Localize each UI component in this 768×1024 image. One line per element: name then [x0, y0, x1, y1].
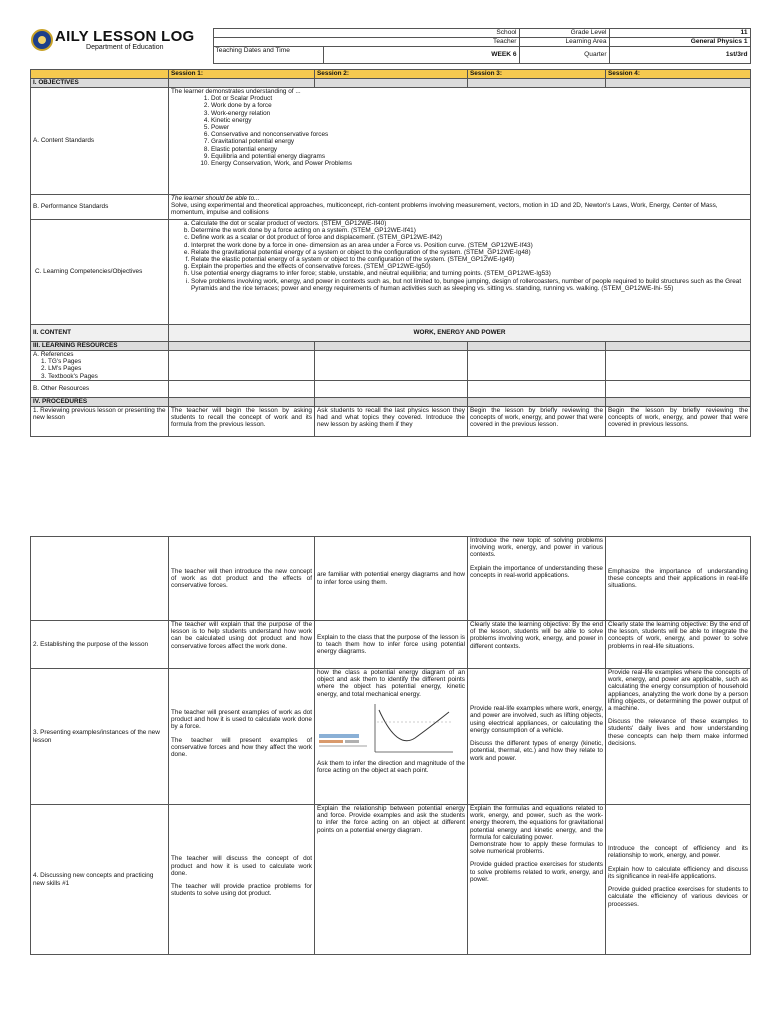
- procedure-1-continued-label: [31, 537, 169, 621]
- p3-s3-a: Provide real-life examples where work, energy, and power are involved, such as lifting objects, using electrical appliances, or calculating the energy consumption of a vehicle.: [470, 705, 603, 734]
- procedure-4-session-2: Explain the relationship between potential energy and force. Provide examples and ask the students to infer the force acting on an object at different points on a potential energy diagram.: [315, 805, 468, 955]
- procedure-2-label: 2. Establishing the purpose of the lesson: [31, 621, 169, 669]
- dates-label: Teaching Dates and Time: [213, 47, 323, 64]
- week-value: WEEK 6: [323, 47, 519, 64]
- procedure-3-session-2: [315, 669, 468, 805]
- procedure-4-label: 4. Discussing new concepts and practicing new skills #1: [31, 805, 169, 955]
- content-standard-item: 8. Elastic potential energy: [211, 146, 748, 153]
- grade-value: 11: [609, 29, 750, 38]
- teacher-label: Teacher: [213, 38, 519, 47]
- document-title: AILY LESSON LOG: [55, 28, 195, 45]
- p4-s4-c: Provide guided practice exercises for students to calculate the efficiency of various devices or processes.: [608, 886, 748, 908]
- p3-s3-b: Discuss the different types of energy (kinetic, potential, thermal, etc.) and how they relate to work and power.: [470, 740, 603, 762]
- page-two: [0, 536, 768, 976]
- content-standards-list: [171, 95, 748, 167]
- procedure-4-session-4: [606, 805, 751, 955]
- content-value: WORK, ENERGY AND POWER: [169, 325, 751, 342]
- procedures-heading: IV. PROCEDURES: [31, 397, 169, 406]
- area-value: General Physics 1: [609, 38, 750, 47]
- tg-pages-label: 1. TG's Pages: [41, 358, 82, 366]
- performance-intro: The learner should be able to...: [171, 195, 260, 202]
- procedure-2-session-4: Clearly state the learning objective: By the end of the lesson, students will be able to integrate the concepts of work, energy, and power to solve problems in real-life situations.: [606, 621, 751, 669]
- procedure-1-cont-session-4: Emphasize the importance of understanding these concepts and their applications in real-life situations.: [606, 537, 751, 621]
- procedure-3-session-1: [169, 669, 315, 805]
- quarter-value: [609, 47, 750, 64]
- lesson-table-page2: [30, 536, 751, 955]
- area-label: Learning Area: [519, 38, 609, 47]
- content-standard-item: 7. Gravitational potential energy: [211, 138, 748, 145]
- competency-item: g. Explain the properties and the effects of conservative forces. (STEM_GP12WE-Ig50): [191, 263, 748, 270]
- p4-s3-c: Provide guided practice exercises for students to solve problems related to work, energy, and power.: [470, 861, 603, 883]
- content-standard-item: 5. Power: [211, 124, 748, 131]
- resources-heading: III. LEARNING RESOURCES: [31, 342, 169, 351]
- p4-s4-a: Introduce the concept of efficiency and its relationship to work, energy, and power.: [608, 845, 748, 860]
- p3-s1-a: The teacher will present examples of work as dot product and how it is used to calculate work done by a force.: [171, 708, 312, 731]
- p4-s3-b: Demonstrate how to apply these formulas to solve numerical problems.: [470, 841, 603, 856]
- p3-s1-b: The teacher will present examples of conservative forces and how they affect the work done.: [171, 736, 312, 758]
- procedure-1-session-4: Begin the lesson by briefly reviewing the concepts of work, energy, and power that were covered in previous lessons.: [606, 406, 751, 436]
- procedure-1-session-1: The teacher will begin the lesson by asking students to recall the concept of work and its formula from the previous lesson.: [169, 406, 315, 436]
- lesson-table-page1: [30, 69, 751, 437]
- logo-cell: [31, 29, 213, 64]
- content-standard-item: 3. Work-energy relation: [211, 110, 748, 117]
- content-standard-item: 1. Dot or Scalar Product: [211, 95, 748, 102]
- competency-item: e. Relate the gravitational potential energy of a system or object to the configuration of the system. (STEM_GP12WE-Ig48): [191, 249, 748, 256]
- other-resources-label: B. Other Resources: [31, 380, 169, 397]
- content-standards-intro: The learner demonstrates understanding of ...: [171, 88, 301, 95]
- lm-pages-label: 2. LM's Pages: [41, 365, 82, 373]
- procedure-1-session-3: Begin the lesson by briefly reviewing the concepts of work, energy, and power that were covered in the previous lesson.: [468, 406, 606, 436]
- procedure-1-cont-session-3: [468, 537, 606, 621]
- procedure-1-cont-session-1: The teacher will then introduce the new concept of work as dot product and the effects of conservative forces.: [169, 537, 315, 621]
- session-1-header: Session 1:: [169, 70, 315, 79]
- quarter-text: 1st/3rd: [725, 51, 748, 58]
- potential-energy-diagram: [317, 700, 457, 758]
- competency-item: h. Use potential energy diagrams to infer force; stable, unstable, and neutral equilibria; and turning points. (STEM_GP12WE-Ig53): [191, 270, 748, 277]
- procedure-3-session-4: [606, 669, 751, 805]
- p3-s4-b: Discuss the relevance of these examples to students' daily lives and how understanding these concepts can help them make informed decisions.: [608, 718, 748, 747]
- content-standard-item: 6. Conservative and nonconservative forces: [211, 131, 748, 138]
- session-3-header: Session 3:: [468, 70, 606, 79]
- competency-item: i. Solve problems involving work, energy, and power in contexts such as, but not limited to, bungee jumping, design of rollercoasters, number of people required to build structures such as the Great Pyramids and the rice terraces; power and energy requirements of human activities such as sleeping vs. sitting vs. standing, running vs. walking. (STEM_GP12WE-Ihi- 55): [191, 278, 748, 292]
- p1-cont-s3-b: Explain the importance of understanding these concepts in real-world applications.: [470, 564, 603, 579]
- p4-s1-a: The teacher will discuss the concept of dot product and how it is used to calculate work done.: [171, 855, 312, 877]
- p3-s2-a: how the class a potential energy diagram of an object and ask them to identify the different points where the object has potential energy, kinetic energy, and total mechanical energy.: [317, 669, 465, 698]
- competency-item: b. Determine the work done by a force acting on a system. (STEM_GP12WE-If41): [191, 227, 748, 234]
- content-standards-label: A. Content Standards: [31, 88, 169, 195]
- session-4-header: Session 4:: [606, 70, 751, 79]
- textbook-pages-label: 3. Textbook's Pages: [41, 372, 98, 380]
- procedure-4-session-1: [169, 805, 315, 955]
- department-name: Department of Education: [86, 43, 164, 51]
- objectives-heading: I. OBJECTIVES: [31, 79, 169, 88]
- content-standard-item: 4. Kinetic energy: [211, 117, 748, 124]
- p4-s4-b: Explain how to calculate efficiency and discuss its significance in real-life applications.: [608, 865, 748, 880]
- competency-item: c. Define work as a scalar or dot product of force and displacement. (STEM_GP12WE-If42): [191, 234, 748, 241]
- deped-seal-icon: [31, 29, 53, 51]
- competencies-cell: [169, 220, 751, 325]
- procedure-2-session-3: Clearly state the learning objective: By the end of the lesson, students will be able to solve problems involving work, energy, and power in different contexts.: [468, 621, 606, 669]
- p4-s1-b: The teacher will provide practice problems for students to solve using dot product.: [171, 883, 312, 898]
- references-cell: [31, 351, 169, 381]
- procedure-2-session-1: The teacher will explain that the purpose of the lesson is to help students understand how work can be calculated using dot product and how conservative forces affect the work done.: [169, 621, 315, 669]
- content-standards-cell: [169, 88, 751, 195]
- performance-standards-cell: [169, 195, 751, 220]
- page-one: [0, 28, 768, 468]
- competencies-list: [171, 220, 748, 292]
- content-standard-item: 9. Equilibria and potential energy diagrams: [211, 153, 748, 160]
- p4-s3-a: Explain the formulas and equations related to work, energy, and power, such as the work-energy theorem, the equations for gravitational potential energy and kinetic energy, and the formula for calculating power.: [470, 805, 603, 841]
- p3-s2-b: Ask them to infer the direction and magnitude of the force acting on the object at each point.: [317, 759, 465, 775]
- procedure-1-label: 1. Reviewing previous lesson or presenting the new lesson: [31, 406, 169, 436]
- competency-item: a. Calculate the dot or scalar product of vectors. (STEM_GP12WE-If40): [191, 220, 748, 227]
- competencies-label: C. Learning Competencies/Objectives: [31, 220, 169, 325]
- procedure-4-session-3: [468, 805, 606, 955]
- procedure-1-cont-session-2: are familiar with potential energy diagrams and how to infer force using them.: [315, 537, 468, 621]
- procedure-3-session-3: [468, 669, 606, 805]
- quarter-label: Quarter: [519, 47, 609, 64]
- school-label: School: [213, 29, 519, 38]
- session-2-header: Session 2:: [315, 70, 468, 79]
- performance-standards-label: B. Performance Standards: [31, 195, 169, 220]
- header-table: [31, 28, 751, 64]
- procedure-1-session-2: Ask students to recall the last physics lesson they had and what topics they covered. Introduce the new lesson by asking them if they: [315, 406, 468, 436]
- p3-s4-a: Provide real-life examples where the concepts of work, energy, and power are applicable, such as calculating the energy consumption of household appliances, analyzing the work done by a person lifting objects, or determining the power output of a machine.: [608, 669, 748, 713]
- grade-label: Grade Level: [519, 29, 609, 38]
- references-label: A. References: [33, 351, 74, 358]
- content-standard-item: 2. Work done by a force: [211, 102, 748, 109]
- content-standard-item: 10. Energy Conservation, Work, and Power Problems: [211, 160, 748, 167]
- procedure-2-session-2: Explain to the class that the purpose of the lesson is to teach them how to infer force using potential energy diagrams.: [315, 621, 468, 669]
- p1-cont-s3-a: Introduce the new topic of solving problems involving work, energy, and power in various contexts.: [470, 537, 603, 559]
- competency-item: f. Relate the elastic potential energy of a system or object to the configuration of the system. (STEM_GP12WE-Ig49): [191, 256, 748, 263]
- competency-item: d. Interpret the work done by a force in one- dimension as an area under a Force vs. Position curve. (STEM_GP12WE-If43): [191, 242, 748, 249]
- session-header-blank: [31, 70, 169, 79]
- performance-text: Solve, using experimental and theoretical approaches, multiconcept, rich-content problems involving measurement, vectors, motion in 1D and 2D, Newton's Laws, Work, Energy, Center of Mass, momentum, impulse and collisions: [171, 202, 718, 217]
- content-heading: II. CONTENT: [31, 325, 169, 342]
- procedure-3-label: 3. Presenting examples/instances of the new lesson: [31, 669, 169, 805]
